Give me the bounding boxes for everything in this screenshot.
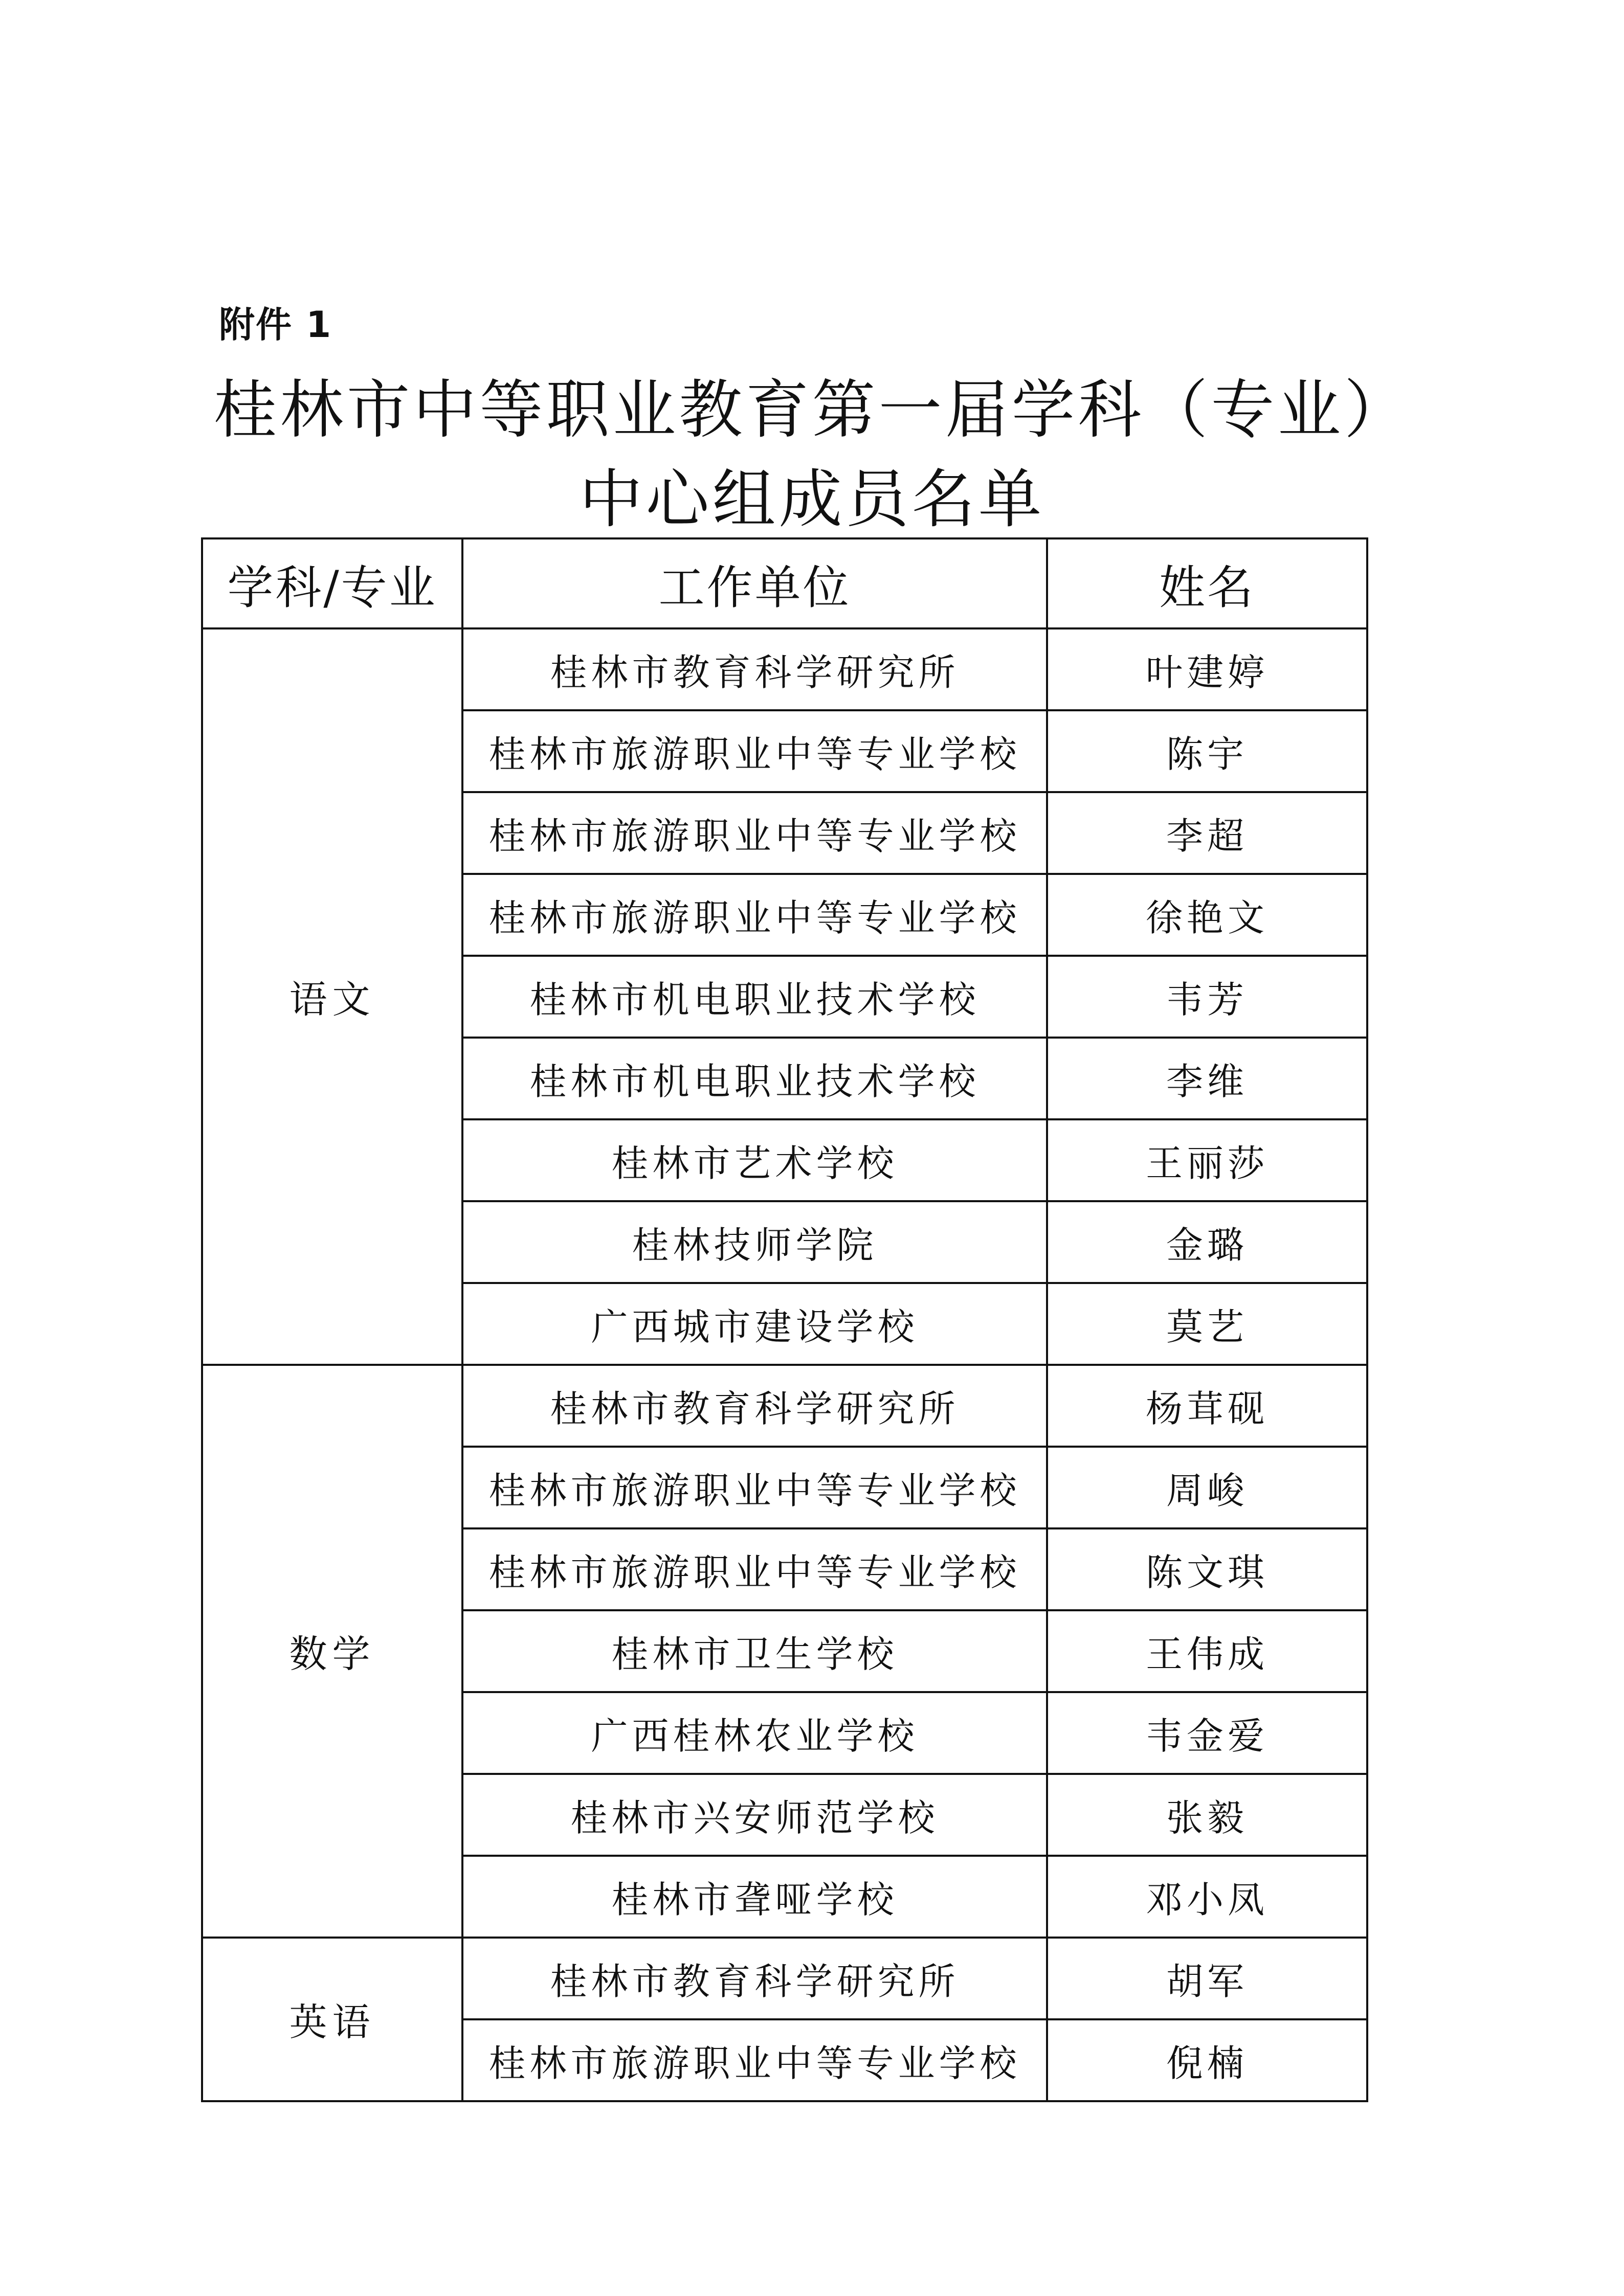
name-cell: 叶建婷 xyxy=(1047,628,1367,710)
document-title-line-1: 桂林市中等职业教育第一届学科（专业） xyxy=(213,373,1411,447)
unit-cell: 桂林市教育科学研究所 xyxy=(462,1365,1047,1447)
name-cell: 莫艺 xyxy=(1047,1283,1367,1365)
unit-cell: 桂林市旅游职业中等专业学校 xyxy=(462,874,1047,956)
table-row xyxy=(202,1365,1367,1447)
unit-cell: 桂林市卫生学校 xyxy=(462,1610,1047,1692)
table-header-row xyxy=(202,538,1367,628)
name-cell: 倪楠 xyxy=(1047,2019,1367,2101)
name-cell: 陈宇 xyxy=(1047,710,1367,792)
name-cell: 韦芳 xyxy=(1047,956,1367,1038)
unit-cell: 桂林市旅游职业中等专业学校 xyxy=(462,792,1047,874)
unit-cell: 广西桂林农业学校 xyxy=(462,1692,1047,1774)
document-title-line-2: 中心组成员名单 xyxy=(579,463,1045,536)
header-subject: 学科/专业 xyxy=(202,538,462,628)
unit-cell: 桂林市教育科学研究所 xyxy=(462,628,1047,710)
unit-cell: 桂林市兴安师范学校 xyxy=(462,1774,1047,1856)
subject-cell-math: 数学 xyxy=(202,1365,462,1938)
unit-cell: 桂林市教育科学研究所 xyxy=(462,1938,1047,2019)
member-roster-table xyxy=(201,537,1368,2102)
name-cell: 韦金爱 xyxy=(1047,1692,1367,1774)
unit-cell: 桂林市聋哑学校 xyxy=(462,1856,1047,1938)
unit-cell: 桂林市旅游职业中等专业学校 xyxy=(462,710,1047,792)
name-cell: 周峻 xyxy=(1047,1447,1367,1528)
name-cell: 胡军 xyxy=(1047,1938,1367,2019)
name-cell: 徐艳文 xyxy=(1047,874,1367,956)
unit-cell: 桂林市旅游职业中等专业学校 xyxy=(462,1528,1047,1610)
attachment-label: 附件 1 xyxy=(219,304,332,346)
name-cell: 李超 xyxy=(1047,792,1367,874)
name-cell: 李维 xyxy=(1047,1038,1367,1119)
unit-cell: 桂林市艺术学校 xyxy=(462,1119,1047,1201)
name-cell: 王伟成 xyxy=(1047,1610,1367,1692)
name-cell: 金璐 xyxy=(1047,1201,1367,1283)
header-name: 姓名 xyxy=(1047,538,1367,628)
header-unit: 工作单位 xyxy=(462,538,1047,628)
unit-cell: 桂林市机电职业技术学校 xyxy=(462,956,1047,1038)
subject-cell-chinese: 语文 xyxy=(202,628,462,1365)
name-cell: 杨茸砚 xyxy=(1047,1365,1367,1447)
table-row xyxy=(202,1938,1367,2019)
unit-cell: 桂林技师学院 xyxy=(462,1201,1047,1283)
unit-cell: 桂林市旅游职业中等专业学校 xyxy=(462,1447,1047,1528)
name-cell: 陈文琪 xyxy=(1047,1528,1367,1610)
subject-cell-english: 英语 xyxy=(202,1938,462,2101)
unit-cell: 广西城市建设学校 xyxy=(462,1283,1047,1365)
name-cell: 张毅 xyxy=(1047,1774,1367,1856)
table-row xyxy=(202,628,1367,710)
name-cell: 邓小凤 xyxy=(1047,1856,1367,1938)
unit-cell: 桂林市旅游职业中等专业学校 xyxy=(462,2019,1047,2101)
name-cell: 王丽莎 xyxy=(1047,1119,1367,1201)
unit-cell: 桂林市机电职业技术学校 xyxy=(462,1038,1047,1119)
